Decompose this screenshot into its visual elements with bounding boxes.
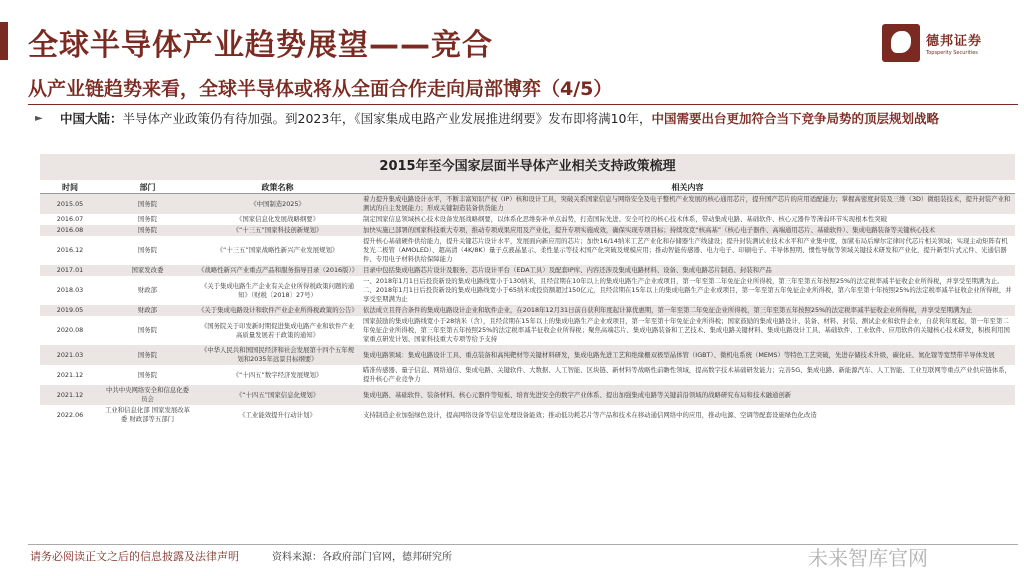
bullet-text: 半导体产业政策仍有待加强。到2023年，《国家集成电路产业发展推进纲要》发布即将满10年， <box>122 111 652 126</box>
table-row <box>40 405 1015 425</box>
cell-date: 2022.06 <box>56 410 84 419</box>
cell-date: 2016.08 <box>40 225 100 236</box>
table-row <box>40 225 1015 236</box>
table-row <box>40 385 1015 405</box>
cell-policy-name: 《国务院关于印发新时期促进集成电路产业和软件产业高质量发展若干政策的通知》 <box>200 321 355 339</box>
cell-policy-name: 《“十四五”数字经济发展规划》 <box>232 370 323 379</box>
table-row <box>40 276 1015 305</box>
cell-date: 2015.05 <box>40 194 100 215</box>
cell-policy-name: 《关于集成电路设计和软件产业企业所得税政策的公告》 <box>195 305 360 316</box>
brand-name: 德邦证券 <box>926 34 983 49</box>
brand-logo <box>882 24 1012 64</box>
page-title: 全球半导体产业趋势展望——竞合 <box>28 28 493 63</box>
cell-dept: 工业和信息化部 国家发展改革委 财政部等五部门 <box>104 406 191 423</box>
cell-policy-name: 《国家信息化发展战略纲要》 <box>235 215 320 223</box>
cell-date: 2021.03 <box>40 345 100 365</box>
cell-date: 2018.03 <box>56 286 84 294</box>
cell-date: 2021.12 <box>40 385 100 405</box>
cell-policy-name: 《“十四五”国家信息化规划》 <box>195 385 360 405</box>
cell-dept: 财政部 <box>100 305 195 316</box>
cell-policy-name: 《“十三五”国家科技创新规划》 <box>195 225 360 236</box>
cell-policy-name: 《“十三五”国家战略性新兴产业发展规划》 <box>216 246 339 254</box>
cell-date: 2021.12 <box>56 370 84 379</box>
watermark: 未来智库官网 <box>808 546 928 570</box>
policy-table <box>40 182 1015 425</box>
data-source: 资料来源：各政府部门官网，德邦研究所 <box>272 552 452 563</box>
cell-content: 目录中包括集成电路芯片设计及服务、芯片设计平台（EDA工具）及配套IP库、内容还涉及集成电路材料、设备、集成电路芯片制造、封装和产品 <box>360 265 1015 276</box>
cell-dept: 中共中央网络安全和信息化委员会 <box>100 385 195 405</box>
cell-date: 2019.05 <box>40 305 100 316</box>
cell-dept: 国务院 <box>100 194 195 215</box>
cell-policy-name: 《战略性新兴产业重点产品和服务指导目录（2016版）》 <box>195 265 360 276</box>
table-header-row <box>40 182 1015 194</box>
cell-dept: 国务院 <box>100 345 195 365</box>
cell-content: 集成电路、基础软件、装备材料、核心元器件等短板、培育先进安全的数字产业体系、提出加强集成电路等关键前沿领域的战略研究布局和技术融通创新 <box>360 385 1015 405</box>
cell-dept: 国务院 <box>137 215 158 223</box>
page-subtitle: 从产业链趋势来看，全球半导体或将从全面合作走向局部博弈（4/5） <box>28 78 613 100</box>
cell-dept: 国务院 <box>137 246 158 254</box>
table-row <box>40 194 1015 215</box>
cell-dept: 国务院 <box>137 326 158 334</box>
brand-subname: Topsperity Securities <box>926 50 978 56</box>
table-row <box>40 316 1015 345</box>
bullet-highlight: 中国需要出台更加符合当下竞争局势的顶层规划战略 <box>651 111 940 126</box>
table-row <box>40 236 1015 265</box>
cell-dept: 国家发改委 <box>100 265 195 276</box>
header-date: 时间 <box>40 182 100 194</box>
cell-content: 瞄准传感器、量子信息、网络通信、集成电路、关键软件、大数据、人工智能、区块链、新材料等战略性前瞻性领域，提高数字技术基础研发能力；完善5G、集成电路、新能源汽车、人工智能、工业互联网等重点产业供应链体系，提升核心产业竞争力 <box>363 366 1012 383</box>
cell-content: 制定国家信息领域核心技术设备发展战略纲要，以体系化思维弥补单点弱势，打造国际先进、安全可控的核心技术体系，带动集成电路、基础软件、核心元器件等薄弱环节实现根本性突破 <box>363 215 888 223</box>
table-row <box>40 305 1015 316</box>
bullet-arrow-icon: ► <box>35 113 43 124</box>
header-dept: 部门 <box>100 182 195 194</box>
cell-dept: 国务院 <box>137 370 158 379</box>
cell-date: 2017.01 <box>40 265 100 276</box>
cell-content: 一、2018年1月1日后投资新设的集成电路线宽小于130纳米，且经营期在10年以上的集成电路生产企业或项目，第一年至第二年免征企业所得税，第三年至第五年按照25%的法定税率减半征收企业所得税，并享受至期满为止。二、2018年1月1日后投资新设的集成电路线宽小于65纳米或投资额超过150亿元，且经营期在15年以上的集成电路生产企业或项目，第一年至第五年免征企业所得税，第六年至第十年按照25%的法定税率减半征收企业所得税，并享受至期满为止 <box>363 277 1012 303</box>
table-row <box>40 365 1015 385</box>
cell-content: 提升核心基础硬件供给能力，提升关键芯片设计水平，发展面向新应用的芯片；加快16/14纳米工艺产业化和存储器生产线建设；提升封装测试业技术水平和产业集中度，加紧布局后摩尔定律时代芯片相关领域；实现主动矩阵有机发光二极管（AMOLED）、超高清（4K/8K）量子点液晶显示、柔性显示等技术国产化突破及规模应用；推动智能传感器、电力电子、印刷电子、半导体照明、惯性导航等领域关键技术研发和产业化，提升新型片式元件、光通信器件、专用电子材料供给保障能力 <box>363 237 1008 263</box>
legal-disclaimer: 请务必阅读正文之后的信息披露及法律声明 <box>30 550 239 563</box>
cell-date: 2016.07 <box>56 215 84 223</box>
cell-date: 2020.08 <box>56 326 84 334</box>
cell-content: 加快实施已部署的国家科技重大专项，推动专项成果应用及产业化，提升专项实施成效，确保实现专项目标；持续攻克“核高基”（核心电子器件、高端通用芯片、基础软件）、集成电路装备等关键核心技术 <box>360 225 1015 236</box>
header-policy-name: 政策名称 <box>195 182 360 194</box>
table-row <box>40 214 1015 225</box>
cell-date: 2016.12 <box>56 246 84 254</box>
cell-policy-name: 《工业能效提升行动计划》 <box>239 410 316 419</box>
cell-content: 依法成立且符合条件的集成电路设计企业和软件企业，在2018年12月31日前自获利年度起计算优惠期，第一年至第二年免征企业所得税，第三年至第五年按照25%的法定税率减半征收企业所得税，并享受至期满为止 <box>360 305 1015 316</box>
header-divider <box>28 104 1018 105</box>
cell-content: 着力提升集成电路设计水平，不断丰富知识产权（IP）核和设计工具，突破关系国家信息与网络安全及电子整机产业发展的核心通用芯片，提升国产芯片的应用适配能力；掌握高密度封装及三维（3D）微组装技术，提升封装产业和测试的自主发展能力；形成关键制造装备供货能力 <box>360 194 1015 215</box>
cell-policy-name: 《中国制造2025》 <box>195 194 360 215</box>
cell-content: 集成电路领域：集成电路设计工具、重点装备和高纯靶材等关键材料研发，集成电路先进工艺和绝缘栅双极型晶体管（IGBT）、微机电系统（MEMS）等特色工艺突破，先进存储技术升级，碳化硅、氮化镓等宽禁带半导体发展 <box>360 345 1015 365</box>
title-accent-bar <box>0 22 8 60</box>
table-row <box>40 345 1015 365</box>
bullet-lead: 中国大陆： <box>60 111 123 126</box>
cell-content: 国家鼓励的集成电路线宽小于28纳米（含），且经营期在15年以上的集成电路生产企业或项目，第一年至第十年免征企业所得税；国家鼓励的集成电路设计、装备、材料、封装、测试企业和软件企业，自获利年度起，第一年至第二年免征企业所得税，第三年至第五年按照25%的法定税率减半征收企业所得税；聚焦高端芯片、集成电路装备和工艺技术、集成电路关键材料、集成电路设计工具、基础软件、工业软件、应用软件的关键核心技术研发，积极利用国家重点研发计划、国家科技重大专项等给予支持 <box>363 317 1010 343</box>
table-row <box>40 265 1015 276</box>
bullet-paragraph <box>60 108 1010 129</box>
cell-dept: 国务院 <box>100 225 195 236</box>
header-content: 相关内容 <box>360 182 1015 194</box>
tiger-logo-icon <box>882 24 920 62</box>
table-title: 2015年至今国家层面半导体产业相关支持政策梳理 <box>40 154 1015 180</box>
cell-policy-name: 《中华人民共和国国民经济和社会发展第十四个五年规划和2035年远景目标纲要》 <box>195 345 360 365</box>
cell-policy-name: 《关于集成电路生产企业有关企业所得税政策问题的通知》（财税〔2018〕27号） <box>200 281 355 299</box>
cell-content: 支持制造企业加强绿色设计，提高网络设备等信息处理设备能效；推动低功耗芯片等产品和技术在移动通信网络中的应用，推动电源、空调等配套设施绿色化改造 <box>363 410 817 419</box>
cell-dept: 财政部 <box>137 286 158 294</box>
